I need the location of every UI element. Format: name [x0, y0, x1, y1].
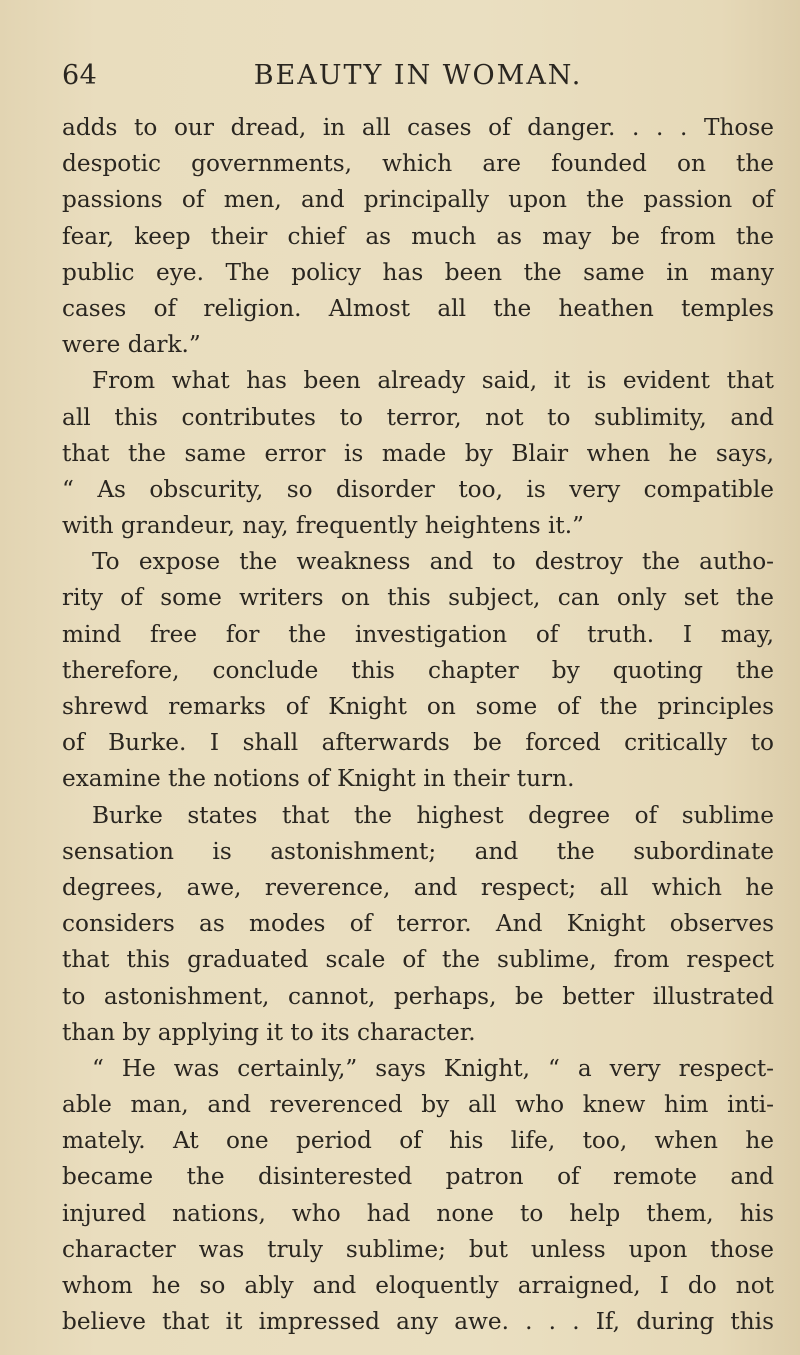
- text-line: Burke states that the highest degree of sublime: [92, 801, 774, 829]
- text-line: that the same error is made by Blair when he says,: [62, 439, 774, 467]
- text-line: believe that it impressed any awe. . . . If, during this: [62, 1308, 774, 1336]
- text-line: than by applying it to its character.: [62, 1018, 476, 1046]
- text-line: therefore, conclude this chapter by quoting the: [62, 656, 774, 684]
- text-line: character was truly sublime; but unless upon those: [62, 1235, 774, 1263]
- text-line: adds to our dread, in all cases of danger. . . . Those: [62, 114, 774, 141]
- text-line: cases of religion. Almost all the heathen temples: [62, 294, 774, 322]
- running-title: BEAUTY IN WOMAN.: [253, 60, 583, 91]
- text-line: able man, and reverenced by all who knew him inti-: [62, 1091, 774, 1119]
- text-line: whom he so ably and eloquently arraigned, I do not: [62, 1272, 774, 1299]
- text-line: To expose the weakness and to destroy the autho-: [92, 548, 774, 576]
- text-line: injured nations, who had none to help them, his: [62, 1199, 774, 1227]
- text-line: with grandeur, nay, frequently heightens it.”: [62, 512, 584, 540]
- text-line: mind free for the investigation of truth. I may,: [62, 620, 774, 648]
- text-line: “ As obscurity, so disorder too, is very compatible: [62, 475, 774, 503]
- body-text: [62, 110, 774, 1340]
- text-line: shrewd remarks of Knight on some of the principles: [62, 693, 774, 720]
- text-line: sensation is astonishment; and the subordinate: [62, 837, 774, 865]
- text-line: despotic governments, which are founded on the: [62, 150, 774, 178]
- text-line: mately. At one period of his life, too, when he: [62, 1127, 774, 1155]
- text-line: became the disinterested patron of remote and: [62, 1163, 774, 1191]
- text-line: of Burke. I shall afterwards be forced critically to: [62, 729, 774, 757]
- page-header: [62, 58, 774, 94]
- page-number: 64: [62, 60, 98, 91]
- text-line: considers as modes of terror. And Knight observes: [62, 910, 774, 938]
- text-line: that this graduated scale of the sublime, from respect: [62, 946, 774, 974]
- text-line: passions of men, and principally upon the passion of: [62, 186, 774, 214]
- text-line: fear, keep their chief as much as may be from the: [62, 222, 774, 250]
- text-line: From what has been already said, it is evident that: [92, 367, 774, 395]
- text-line: public eye. The policy has been the same in many: [62, 258, 774, 286]
- text-line: to astonishment, cannot, perhaps, be better illustrated: [62, 982, 774, 1010]
- text-line: all this contributes to terror, not to sublimity, and: [62, 403, 774, 431]
- text-line: were dark.”: [62, 331, 201, 359]
- text-line: examine the notions of Knight in their turn.: [62, 765, 575, 793]
- text-line: “ He was certainly,” says Knight, “ a very respect-: [92, 1054, 774, 1082]
- text-line: rity of some writers on this subject, can only set the: [62, 584, 774, 612]
- text-line: degrees, awe, reverence, and respect; all which he: [62, 873, 774, 901]
